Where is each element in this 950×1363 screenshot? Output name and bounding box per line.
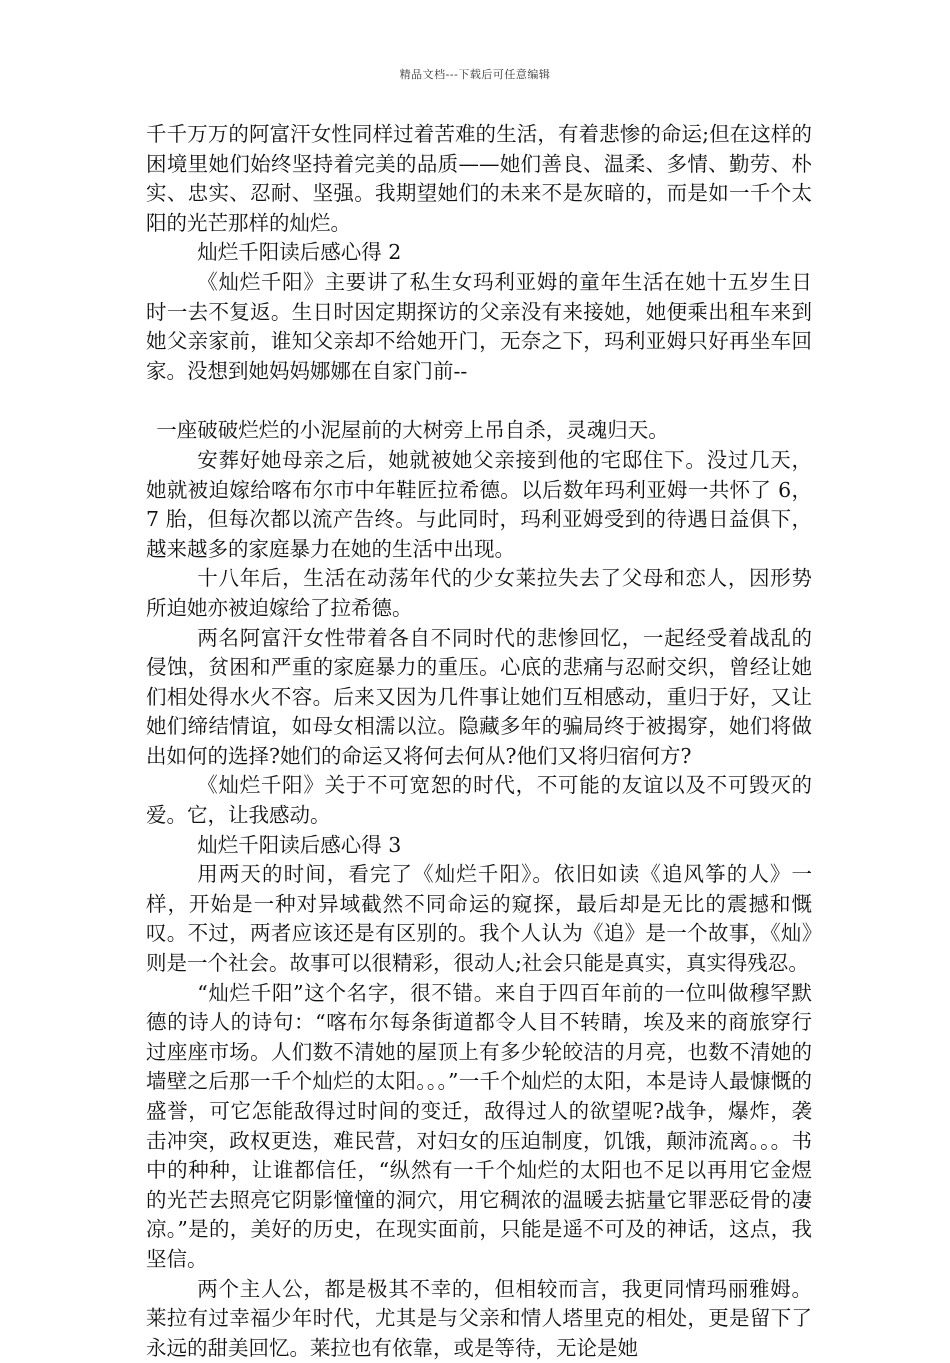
page-header: 精品文档---下载后可任意编辑 [399,68,551,81]
blank-line [146,386,812,416]
paragraph-4: 安葬好她母亲之后，她就被她父亲接到他的宅邸住下。没过几天，她就被迫嫁给喀布尔市中年鞋匠拉希德。以后数年玛利亚姆一共怀了 6，7 胎，但每次都以流产告终。与此同时，玛利亚姆受到的待遇日益俱下，越来越多的家庭暴力在她的生活中出现。 [146,447,812,561]
paragraph-5: 十八年后，生活在动荡年代的少女莱拉失去了父母和恋人，因形势所迫她亦被迫嫁给了拉希德。 [146,566,812,620]
paragraph-3: 一座破破烂烂的小泥屋前的大树旁上吊自杀，灵魂归天。 [156,418,669,443]
document-body [146,120,812,1363]
section-heading-2: 灿烂千阳读后感心得 2 [197,240,402,265]
paragraph-9: “灿烂千阳”这个名字，很不错。来自于四百年前的一位叫做穆罕默德的诗人的诗句：“喀布尔每条街道都令人目不转睛，埃及来的商旅穿行过座座市场。人们数不清她的屋顶上有多少轮皎洁的月亮，也数不清她的墙壁之后那一千个灿烂的太阳。。。”一千个灿烂的太阳，本是诗人最慷慨的盛誉，可它怎能敌得过时间的变迁，敌得过人的欲望呢?战争，爆炸，袭击冲突，政权更迭，难民营，对妇女的压迫制度，饥饿，颠沛流离。。。书中的种种，让谁都信任，“纵然有一千个灿烂的太阳也不足以再用它金煜的光芒去照亮它阴影憧憧的洞穴，用它稠浓的温暖去掂量它罪恶砭骨的凄凉。”是的，美好的历史，在现实面前，只能是遥不可及的神话，这点，我坚信。 [146,980,812,1271]
paragraph-8: 用两天的时间，看完了《灿烂千阳》。依旧如读《追风筝的人》一样，开始是一种对异域截然不同命运的窥探，最后却是无比的震撼和慨叹。不过，两者应该还是有区别的。我个人认为《追》是一个故事，《灿》则是一个社会。故事可以很精彩，很动人;社会只能是真实，真实得残忍。 [146,862,812,976]
paragraph-1: 千千万万的阿富汗女性同样过着苦难的生活，有着悲惨的命运;但在这样的困境里她们始终坚持着完美的品质——她们善良、温柔、多情、勤劳、朴实、忠实、忍耐、坚强。我期望她们的未来不是灰暗的，而是如一千个太阳的光芒那样的灿烂。 [146,122,812,235]
paragraph-2: 《灿烂千阳》主要讲了私生女玛利亚姆的童年生活在她十五岁生日时一去不复返。生日时因定期探访的父亲没有来接她，她便乘出租车来到她父亲家前，谁知父亲却不给她开门，无奈之下，玛利亚姆只好再坐车回家。没想到她妈妈娜娜在自家门前-- [146,269,812,383]
paragraph-7: 《灿烂千阳》关于不可宽恕的时代，不可能的友谊以及不可毁灭的爱。它，让我感动。 [146,773,812,828]
paragraph-10: 两个主人公，都是极其不幸的，但相较而言，我更同情玛丽雅姆。莱拉有过幸福少年时代，尤其是与父亲和情人塔里克的相处，更是留下了永远的甜美回忆。莱拉也有依靠，或是等待，无论是她 [146,1276,812,1360]
paragraph-6: 两名阿富汗女性带着各自不同时代的悲惨回忆，一起经受着战乱的侵蚀，贫困和严重的家庭暴力的重压。心底的悲痛与忍耐交织，曾经让她们相处得水火不容。后来又因为几件事让她们互相感动，重归于好，又让她们缔结情谊，如母女相濡以泣。隐藏多年的骗局终于被揭穿，她们将做出如何的选择?她们的命运又将何去何从?他们又将归宿何方? [146,625,812,768]
section-heading-3: 灿烂千阳读后感心得 3 [197,832,402,857]
